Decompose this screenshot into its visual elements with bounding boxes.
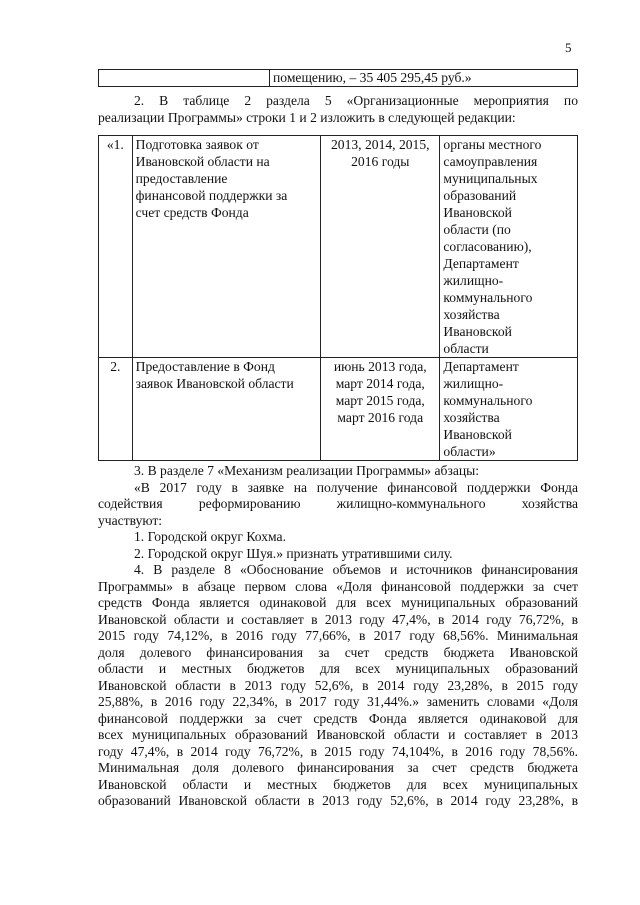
text-line: Ивановской области и составляет в 2013 году 47,4%, в 2014 году 76,72%, в xyxy=(98,611,578,627)
text-line: году 47,4%, в 2014 году 76,72%, в 2015 году 74,104%, в 2016 году 78,56%. xyxy=(98,743,578,759)
list-item: 2. Городской округ Шуя.» признать утратившими силу. xyxy=(134,545,453,561)
page-number: 5 xyxy=(565,40,572,55)
text-line: финансовой поддержки за счет средств Фонда является одинаковой для xyxy=(98,710,578,726)
cell-line: Ивановской xyxy=(443,324,512,339)
responsible-cell xyxy=(440,358,578,461)
continued-table xyxy=(98,69,578,87)
text-line: реализации Программы» строки 1 и 2 изложить в следующей редакции: xyxy=(98,109,516,125)
list-item: 1. Городской округ Кохма. xyxy=(134,529,286,544)
cell-line: хозяйства xyxy=(443,410,500,425)
text-line: 3. В разделе 7 «Механизм реализации Программы» абзацы: xyxy=(134,463,480,478)
cell-line: Предоставление в Фонд xyxy=(135,359,275,374)
text-line: 4. В разделе 8 «Обоснование объемов и источников финансирования xyxy=(134,562,578,577)
text-line: образований Ивановской области в 2013 году 52,6%, в 2014 году 23,28%, в xyxy=(98,793,578,808)
cell-line: заявок Ивановской области xyxy=(135,376,294,391)
text-line: средств Фонда является одинаковой для всех муниципальных образований xyxy=(98,595,578,610)
cell-line: Департамент xyxy=(443,359,519,374)
paragraph-4 xyxy=(98,562,578,810)
cell-line: март 2015 года, xyxy=(335,393,425,408)
cell-line: Ивановской области на xyxy=(135,154,270,169)
cell-line: Подготовка заявок от xyxy=(135,137,259,152)
text-line: 2. В таблице 2 раздела 5 «Организационные мероприятия по xyxy=(134,93,578,108)
dates-cell xyxy=(321,358,440,461)
paragraph-2 xyxy=(98,93,578,126)
cell-line: муниципальных xyxy=(443,171,538,186)
cell-line: 2013, 2014, 2015, xyxy=(330,137,430,152)
paragraph-3 xyxy=(98,463,578,562)
cell-line: коммунального xyxy=(443,393,533,408)
text-line: всех муниципальных образований Ивановской области и составляет в 2013 xyxy=(98,727,578,742)
row-number: 2. xyxy=(99,358,133,461)
cell-line: Ивановской xyxy=(443,205,512,220)
cell-line: июнь 2013 года, xyxy=(333,359,427,374)
row-number: «1. xyxy=(99,136,133,358)
dates-cell xyxy=(321,136,440,358)
events-table xyxy=(98,135,578,461)
cell-line: Ивановской xyxy=(443,427,512,442)
cell-line: жилищно- xyxy=(443,376,504,391)
text-line: содействия реформированию жилищно-коммунального хозяйства xyxy=(98,496,578,511)
cell-line: жилищно- xyxy=(443,273,504,288)
cell-line: образований xyxy=(443,188,517,203)
event-name-cell xyxy=(132,136,321,358)
text-line: Ивановской области и местных бюджетов для всех муниципальных xyxy=(98,776,578,792)
cell-line: коммунального xyxy=(443,290,533,305)
text-line: доля долевого финансирования за счет средств бюджета Ивановской xyxy=(98,644,578,660)
text-line: «В 2017 году в заявке на получение финансовой поддержки Фонда xyxy=(134,479,578,495)
text-line: Ивановской области в 2013 году 52,6%, в 2014 году 23,28%, в 2015 году xyxy=(98,677,578,693)
table-row xyxy=(99,70,578,87)
event-name-cell xyxy=(132,358,321,461)
cell-line: Департамент xyxy=(443,256,519,271)
cell-line: предоставление xyxy=(135,171,228,186)
text-line: Программы» в абзаце первом слова «Доля финансовой поддержки за счет xyxy=(98,578,578,594)
text-line: Минимальная доля долевого финансирования за счет средств бюджета xyxy=(98,760,578,775)
cell-line: области (по xyxy=(443,222,511,237)
table-row xyxy=(99,358,578,461)
cell-line: март 2014 года, xyxy=(335,376,425,391)
cell-line: финансовой поддержки за xyxy=(135,188,288,203)
responsible-cell xyxy=(440,136,578,358)
table-row xyxy=(99,136,578,358)
cell-line: области xyxy=(443,341,489,356)
cell-line: счет средств Фонда xyxy=(135,205,249,220)
text-line: 25,88%, в 2016 году 22,34%, в 2017 году 31,44%.» заменить словами «Доля xyxy=(98,694,578,709)
cell-line: март 2016 года xyxy=(337,410,424,425)
cell-line: самоуправления xyxy=(443,154,538,169)
text-line: участвуют: xyxy=(98,512,163,528)
cell-line: органы местного xyxy=(443,137,542,152)
cell-line: области» xyxy=(443,444,496,459)
text-line: 2015 году 74,12%, в 2016 году 77,66%, в 2017 году 68,56%. Минимальная xyxy=(98,628,578,643)
table-cell: помещению, – 35 405 295,45 руб.» xyxy=(270,70,578,87)
cell-line: согласованию), xyxy=(443,239,532,254)
table-cell-empty xyxy=(99,70,270,87)
cell-line: хозяйства xyxy=(443,307,500,322)
cell-line: 2016 годы xyxy=(351,154,410,169)
text-line: области и местных бюджетов для всех муниципальных образований xyxy=(98,661,578,676)
